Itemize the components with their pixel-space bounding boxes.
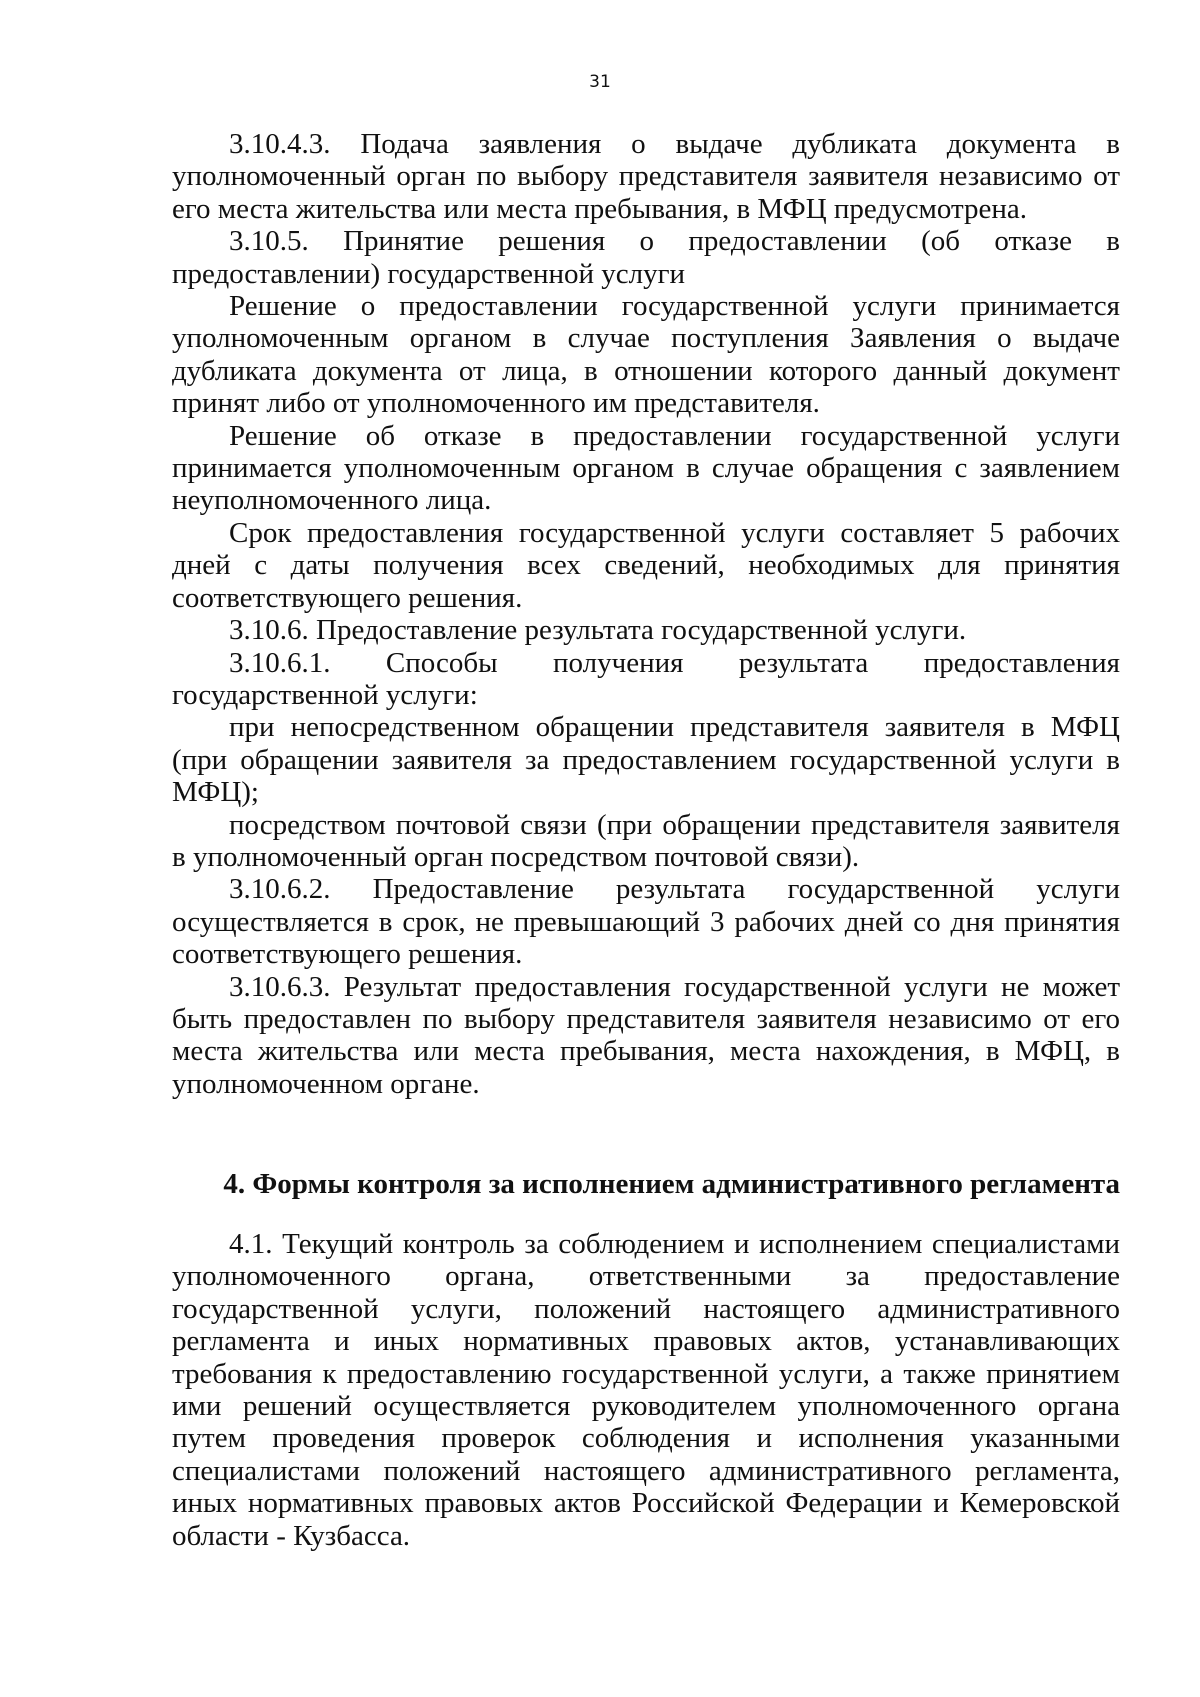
paragraph-4-1: 4.1. Текущий контроль за соблюдением и исполнением специалистами уполномоченного органа, ответственными за предоставление государственной услуги, положений настоящего административного регламента и иных нормативных правовых актов, устанавливающих требования к предоставлению государственной услуги, а также принятием ими решений осуществляется руководителем уполномоченного органа путем проведения проверок соблюдения и исполнения указанными специалистами положений настоящего административного регламента, иных нормативных правовых актов Российской Федерации и Кемеровской области - Кузбасса.	[172, 1228, 1120, 1552]
body-text-top	[172, 128, 1120, 1100]
paragraph-3-10-6-2: 3.10.6.2. Предоставление результата государственной услуги осуществляется в срок, не превышающий 3 рабочих дней со дня принятия соответствующего решения.	[172, 873, 1120, 971]
paragraph-3-10-4-3: 3.10.4.3. Подача заявления о выдаче дубликата документа в уполномоченный орган по выбору представителя заявителя независимо от его места жительства или места пребывания, в МФЦ предусмотрена.	[172, 128, 1120, 225]
paragraph-decision-refusal: Решение об отказе в предоставлении государственной услуги принимается уполномоченным органом в случае обращения с заявлением неуполномоченного лица.	[172, 419, 1120, 517]
section-heading: 4. Формы контроля за исполнением административного регламента	[223, 1168, 1120, 1200]
body-text-bottom	[172, 1228, 1120, 1552]
paragraph-decision-grant: Решение о предоставлении государственной услуги принимается уполномоченным органом в случае поступления Заявления о выдаче дубликата документа от лица, в отношении которого данный документ принят либо от уполномоченного им представителя.	[172, 290, 1120, 420]
paragraph-3-10-6-1: 3.10.6.1. Способы получения результата предоставления государственной услуги:	[172, 646, 1120, 711]
paragraph-3-10-6-3: 3.10.6.3. Результат предоставления государственной услуги не может быть предоставлен по выбору представителя заявителя независимо от его места жительства или места пребывания, места нахождения, в МФЦ, в уполномоченном органе.	[172, 970, 1120, 1100]
paragraph-method-post: посредством почтовой связи (при обращении представителя заявителя в уполномоченный орган посредством почтовой связи).	[172, 808, 1120, 873]
paragraph-method-mfc: при непосредственном обращении представителя заявителя в МФЦ (при обращении заявителя за предоставлением государственной услуги в МФЦ);	[172, 711, 1120, 809]
paragraph-3-10-5: 3.10.5. Принятие решения о предоставлении (об отказе в предоставлении) государственной услуги	[172, 225, 1120, 290]
paragraph-3-10-6: 3.10.6. Предоставление результата государственной услуги.	[229, 614, 967, 647]
page-number: 31	[589, 72, 611, 92]
paragraph-service-term: Срок предоставления государственной услуги составляет 5 рабочих дней с даты получения всех сведений, необходимых для принятия соответствующего решения.	[172, 516, 1120, 614]
